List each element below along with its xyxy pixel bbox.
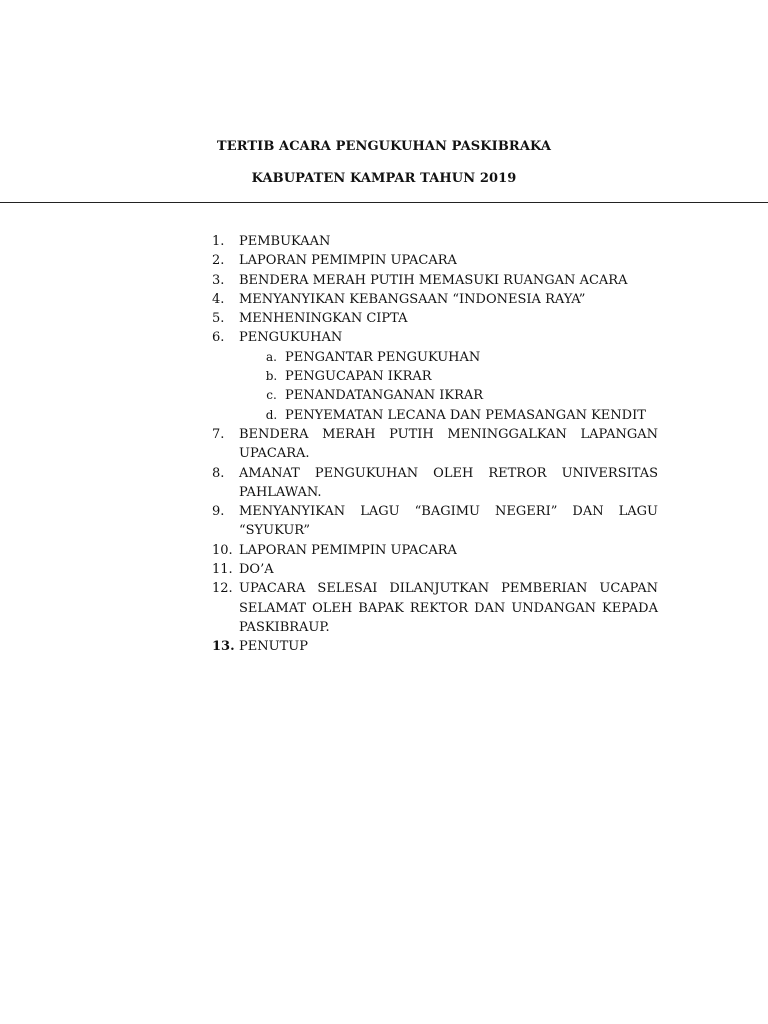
- list-text: UPACARA SELESAI DILANJUTKAN PEMBERIAN UCAPAN SELAMAT OLEH BAPAK REKTOR DAN UNDANGAN KEPADA PASKIBRAUP.: [239, 581, 658, 635]
- sub-list-letter: a.: [266, 349, 277, 364]
- sub-list-letter: b.: [265, 369, 278, 384]
- list-text: LAPORAN PEMIMPIN UPACARA: [239, 253, 457, 269]
- list-item: [212, 560, 658, 579]
- list-text: BENDERA MERAH PUTIH MENINGGALKAN LAPANGAN UPACARA.: [239, 426, 658, 462]
- list-item: [212, 232, 658, 251]
- list-item: [212, 328, 658, 347]
- sub-list-letter: d.: [265, 407, 278, 422]
- list-text: AMANAT PENGUKUHAN OLEH RETROR UNIVERSITAS PAHLAWAN.: [239, 465, 658, 500]
- list-text: PENGUKUHAN: [239, 330, 343, 346]
- sub-list-item: [258, 406, 658, 425]
- agenda-list: [212, 232, 658, 657]
- list-item: [212, 271, 658, 290]
- list-number: 5.: [212, 311, 225, 327]
- list-item: [212, 579, 658, 637]
- list-number: 8.: [212, 465, 225, 481]
- sub-list-letter: c.: [266, 388, 277, 403]
- sub-list-item: [258, 348, 658, 367]
- list-number: 4.: [212, 291, 225, 307]
- list-text: LAPORAN PEMIMPIN UPACARA: [239, 542, 457, 558]
- document-title: TERTIB ACARA PENGUKUHAN PASKIBRAKA: [216, 139, 552, 154]
- list-number: 7.: [212, 426, 225, 442]
- list-number: 2.: [212, 253, 225, 269]
- list-text: DO’A: [239, 562, 274, 578]
- sub-list-text: PENYEMATAN LECANA DAN PEMASANGAN KENDIT: [285, 407, 646, 423]
- list-item: [212, 637, 658, 656]
- list-number: 3.: [212, 272, 225, 288]
- list-item: [212, 290, 658, 309]
- list-text: BENDERA MERAH PUTIH MEMASUKI RUANGAN ACARA: [239, 272, 628, 288]
- list-text: MENHENINGKAN CIPTA: [239, 311, 408, 327]
- sub-list-text: PENGANTAR PENGUKUHAN: [285, 349, 481, 365]
- list-number: 9.: [212, 504, 225, 520]
- list-number: 11.: [212, 562, 233, 578]
- list-item: [212, 541, 658, 560]
- list-item: [212, 464, 658, 503]
- sub-list-text: PENGUCAPAN IKRAR: [285, 369, 432, 385]
- list-item: [212, 251, 658, 270]
- list-text: PENUTUP: [239, 639, 308, 655]
- list-item: [212, 425, 658, 464]
- list-number: 1.: [212, 234, 225, 249]
- list-text: MENYANYIKAN KEBANGSAAN “INDONESIA RAYA”: [239, 291, 586, 307]
- list-number: 12.: [212, 581, 233, 597]
- list-item: [212, 309, 658, 328]
- sub-list-item: [258, 386, 658, 405]
- list-text: MENYANYIKAN LAGU “BAGIMU NEGERI” DAN LAGU “SYUKUR”: [239, 504, 658, 539]
- list-number: 6.: [212, 330, 225, 346]
- sub-list-item: [258, 367, 658, 386]
- document-subtitle: KABUPATEN KAMPAR TAHUN 2019: [251, 171, 517, 186]
- list-number: 13.: [212, 639, 235, 655]
- list-text: PEMBUKAAN: [239, 234, 331, 249]
- list-item: [212, 502, 658, 541]
- horizontal-divider: [0, 202, 768, 203]
- sub-list-text: PENANDATANGANAN IKRAR: [285, 388, 484, 404]
- list-number: 10.: [212, 542, 233, 558]
